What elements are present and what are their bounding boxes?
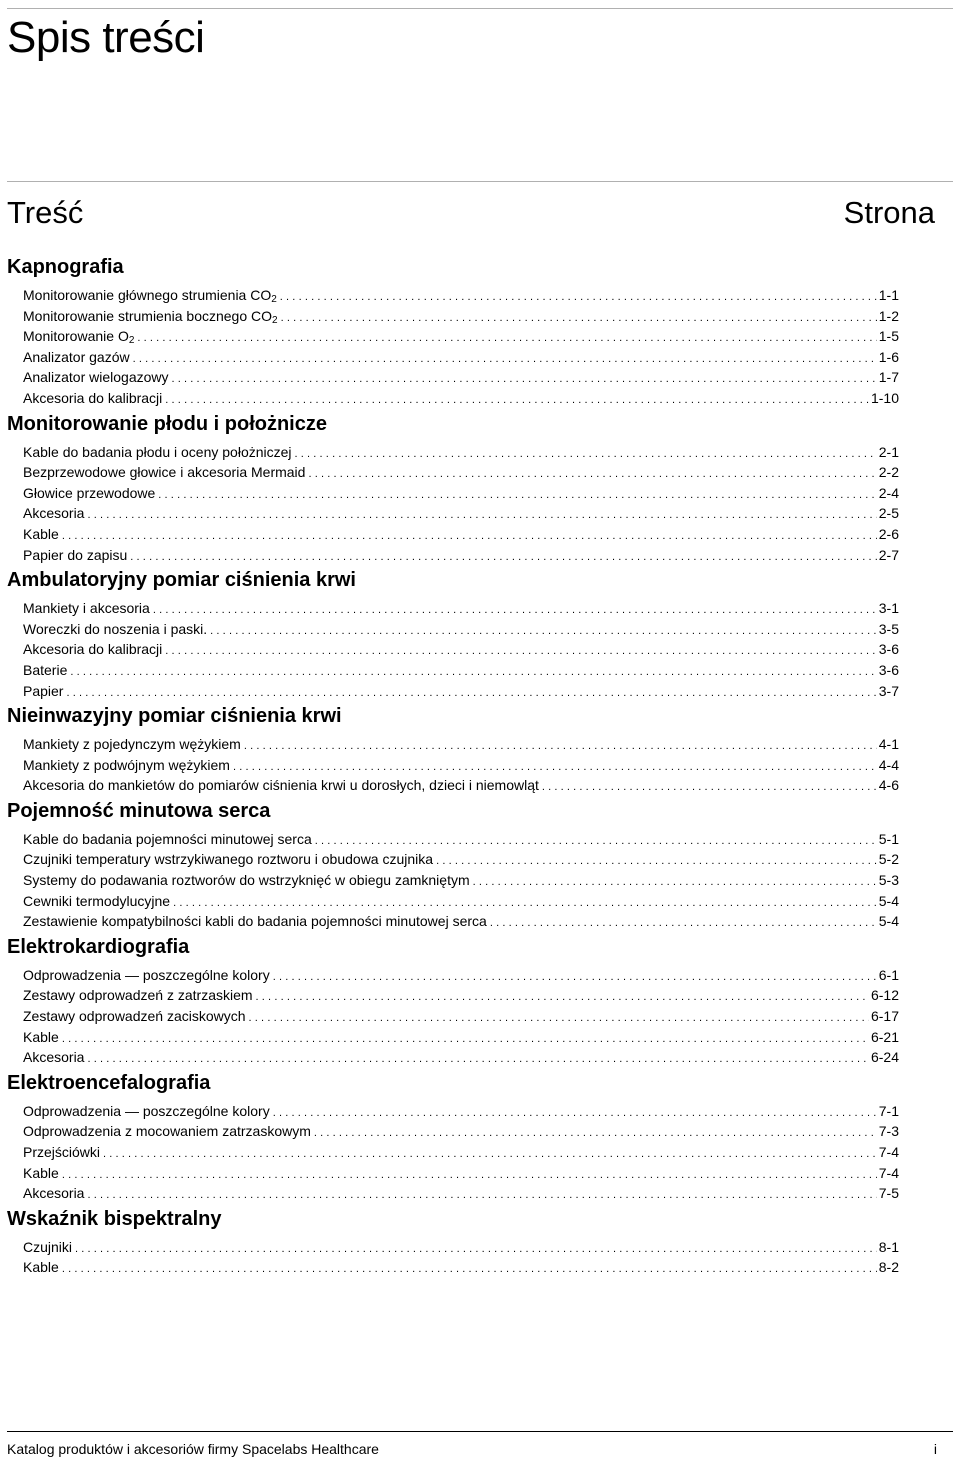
toc-section: [7, 705, 899, 796]
toc-entry-label: [23, 755, 230, 776]
toc-entry-text: Bezprzewodowe głowice i akcesoria Mermaid: [23, 464, 306, 481]
toc-entry-label: [23, 442, 292, 463]
toc-entry[interactable]: [23, 775, 899, 796]
toc-entry-label: [23, 829, 312, 850]
dot-leader: [62, 1029, 869, 1050]
dot-leader: [172, 369, 877, 390]
toc-entry-page: 5-3: [878, 872, 899, 889]
toc-entry[interactable]: [23, 285, 899, 306]
toc-entry-text: Kable do badania pojemności minutowej serca: [23, 830, 312, 847]
toc-entry-text: Przejściówki: [23, 1144, 101, 1160]
toc-entry-text: Systemy do podawania roztworów do wstrzyknięć w obiegu zamkniętym: [23, 872, 470, 889]
toc-entry-label: [23, 660, 67, 681]
dot-leader: [87, 1049, 869, 1070]
toc-entry-text: Woreczki do noszenia i paski.: [23, 620, 208, 637]
dot-leader: [133, 349, 877, 370]
toc-entry-text: Mankiety z pojedynczym wężykiem: [23, 736, 241, 753]
toc-entry-page: 4-6: [878, 777, 899, 794]
toc-entry-page: 2-5: [878, 505, 899, 522]
toc-entry-label: [23, 870, 470, 891]
toc-entry-page: 4-1: [878, 736, 899, 753]
toc-entry-label: [23, 849, 433, 870]
toc-entry-page: 2-6: [878, 525, 899, 542]
toc-entry-text: Monitorowanie głównego strumienia CO: [23, 287, 272, 303]
dot-leader: [315, 831, 877, 852]
section-entries: [23, 829, 899, 932]
toc-entry-text: Zestawy odprowadzeń zaciskowych: [23, 1008, 246, 1025]
toc-entry-page: 5-4: [878, 913, 899, 930]
toc-entry-text: Kable: [23, 525, 59, 542]
toc-entry-text: Analizator wielogazowy: [23, 369, 169, 386]
toc-entry-label: [23, 1257, 59, 1278]
toc-entry[interactable]: [23, 1237, 899, 1258]
toc-entry-page: 7-4: [878, 1144, 899, 1160]
subscript: 2: [271, 294, 277, 305]
section-title: Elektrokardiografia: [7, 935, 190, 958]
toc-entry-label: [23, 367, 169, 388]
toc-entry-label: [23, 483, 155, 504]
toc-section: [7, 1072, 899, 1204]
toc-entry[interactable]: [23, 347, 899, 368]
toc-entry-label: [23, 965, 270, 986]
toc-entry[interactable]: [23, 619, 899, 640]
toc-entry-label: [23, 1237, 72, 1258]
section-title: Nieinwazyjny pomiar ciśnienia krwi: [7, 705, 342, 728]
toc-entry[interactable]: [23, 1183, 899, 1204]
toc-entry[interactable]: [23, 598, 899, 619]
dot-leader: [165, 390, 869, 411]
section-title: Monitorowanie płodu i położnicze: [7, 412, 327, 435]
toc-entry[interactable]: [23, 503, 899, 524]
subscript: 2: [272, 314, 278, 326]
toc-entry[interactable]: [23, 891, 899, 912]
toc-section: [7, 936, 899, 1068]
toc-entry[interactable]: [23, 1006, 899, 1027]
toc-entry-label: [23, 1047, 84, 1068]
toc-entry-text: Papier do zapisu: [23, 546, 128, 563]
toc-entry[interactable]: [23, 1121, 899, 1142]
toc-entry-label: [23, 462, 305, 483]
toc-entry-page: 7-5: [878, 1185, 899, 1202]
contents-heading: Treść: [7, 195, 84, 230]
toc-entry[interactable]: [23, 326, 899, 347]
toc-entry-page: 1-10: [870, 389, 899, 406]
dot-leader: [173, 893, 877, 914]
toc-entry-label: [23, 1006, 246, 1027]
dot-leader: [233, 757, 877, 778]
toc-entry[interactable]: [23, 306, 899, 327]
toc-entry-label: [23, 911, 487, 932]
toc-entry-text: Akcesoria: [23, 1185, 85, 1202]
toc-section: [7, 569, 899, 701]
toc-entry-text: Akcesoria do mankietów do pomiarów ciśnienia krwi u dorosłych, dzieci i niemowląt: [23, 777, 539, 794]
dot-leader: [256, 987, 869, 1008]
toc-entry-label: [23, 524, 59, 545]
toc-header: [7, 194, 935, 231]
toc-entry-label: [23, 619, 207, 640]
toc-entry-label: [23, 598, 150, 619]
footer-rule: [7, 1431, 953, 1432]
toc-entry[interactable]: [23, 388, 899, 409]
toc-entry[interactable]: [23, 1163, 899, 1184]
toc-entry-text: Baterie: [23, 661, 68, 678]
toc-entry-page: 2-7: [878, 546, 899, 563]
toc-entry-label: [23, 347, 130, 368]
toc-entry-page: 4-4: [878, 756, 899, 773]
dot-leader: [103, 1144, 877, 1165]
dot-leader: [62, 526, 877, 547]
dot-leader: [249, 1008, 869, 1029]
toc-entry-label: [23, 388, 162, 409]
toc-entry[interactable]: [23, 849, 899, 870]
dot-leader: [70, 662, 876, 683]
section-title: Pojemność minutowa serca: [7, 799, 271, 822]
toc-entry-page: 2-1: [878, 443, 899, 460]
toc-entry[interactable]: [23, 829, 899, 850]
dot-leader: [273, 1103, 877, 1124]
toc-entry-page: 8-2: [878, 1259, 899, 1276]
toc-entry-page: 2-4: [878, 484, 899, 501]
toc-entry-label: [23, 775, 539, 796]
toc-entry-page: 8-1: [878, 1238, 899, 1255]
toc-entry-text: Zestawienie kompatybilności kabli do badania pojemności minutowej serca: [23, 913, 487, 930]
section-entries: [23, 285, 899, 409]
dot-leader: [273, 967, 877, 988]
dot-leader: [87, 1185, 876, 1206]
toc-entry[interactable]: [23, 1257, 899, 1278]
toc-entry-text: Mankiety z podwójnym wężykiem: [23, 756, 230, 773]
toc-entry-text: Mankiety i akcesoria: [23, 600, 150, 617]
footer-catalog-title: Katalog produktów i akcesoriów firmy Spacelabs Healthcare: [7, 1441, 379, 1457]
toc-section: [7, 256, 899, 409]
toc-entry-page: 2-2: [878, 464, 899, 481]
toc-entry-text: Akcesoria do kalibracji: [23, 389, 163, 406]
toc-entry-page: 6-24: [870, 1049, 899, 1066]
dot-leader: [295, 444, 877, 465]
toc-entry-text: Monitorowanie O: [23, 328, 129, 345]
toc-entry-label: [23, 306, 278, 327]
toc-entry-label: [23, 985, 253, 1006]
toc-entry-text: Cewniki termodylucyjne: [23, 892, 171, 909]
toc-entry[interactable]: [23, 734, 899, 755]
toc-entry[interactable]: [23, 911, 899, 932]
toc-entry-text: Akcesoria do kalibracji: [23, 641, 163, 658]
toc-entry-label: [23, 503, 84, 524]
toc-entry-label: [23, 285, 277, 306]
dot-leader: [158, 485, 876, 506]
toc-section: [7, 800, 899, 932]
section-title: Wskaźnik bispektralny: [7, 1207, 222, 1230]
toc-entry[interactable]: [23, 367, 899, 388]
toc-entry-text: Kable: [23, 1028, 59, 1045]
toc-entry[interactable]: [23, 985, 899, 1006]
section-entries: [23, 1101, 899, 1204]
toc-entry-page: 7-1: [878, 1102, 899, 1119]
section-entries: [23, 1237, 899, 1278]
toc-entry-label: [23, 545, 127, 566]
toc-entry[interactable]: [23, 545, 899, 566]
toc-entry[interactable]: [23, 1142, 899, 1163]
toc-entry-page: 3-6: [878, 661, 899, 678]
dot-leader: [244, 736, 877, 757]
toc-section: [7, 413, 899, 566]
toc-entry-page: 1-1: [878, 287, 899, 303]
toc-entry-label: [23, 681, 63, 702]
toc-entry-text: Czujniki: [23, 1238, 73, 1255]
footer-page-number: i: [933, 1441, 937, 1457]
toc-entry-text: Odprowadzenia — poszczególne kolory: [23, 1102, 270, 1119]
toc-entry-page: 5-1: [878, 830, 899, 847]
toc-entry-text: Głowice przewodowe: [23, 484, 156, 501]
section-entries: [23, 965, 899, 1068]
toc-entry-label: [23, 1027, 59, 1048]
section-entries: [23, 734, 899, 796]
toc-entry-label: [23, 639, 162, 660]
toc-entry[interactable]: [23, 483, 899, 504]
toc-entry-label: [23, 326, 134, 347]
section-title: Kapnografia: [7, 256, 124, 278]
dot-leader: [75, 1239, 877, 1260]
toc-entry-label: [23, 891, 170, 912]
toc-entry-page: 7-4: [878, 1164, 899, 1181]
toc-entry-page: 6-1: [878, 966, 899, 983]
toc-entry[interactable]: [23, 1101, 899, 1122]
toc-entry-page: 3-6: [878, 641, 899, 658]
toc-entry-page: 7-3: [878, 1123, 899, 1140]
toc-entry-label: [23, 1163, 59, 1184]
toc-entry-page: 1-5: [878, 328, 899, 345]
subscript: 2: [128, 335, 135, 347]
toc-entry-page: 1-6: [878, 348, 899, 365]
toc-entry-text: Analizator gazów: [23, 348, 130, 365]
dot-leader: [436, 851, 877, 872]
dot-leader: [473, 872, 877, 893]
toc-entry[interactable]: [23, 681, 899, 702]
toc-entry-page: 1-2: [878, 307, 899, 324]
toc-entry-page: 6-12: [870, 987, 899, 1004]
toc-entry-page: 3-7: [878, 682, 899, 699]
dot-leader: [87, 505, 876, 526]
dot-leader: [542, 777, 877, 798]
toc-entry[interactable]: [23, 965, 899, 986]
toc-entry-text: Kable do badania płodu i oceny położniczej: [23, 443, 292, 460]
toc-entry[interactable]: [23, 462, 899, 483]
toc-entry-text: Akcesoria: [23, 505, 85, 522]
toc-section: [7, 1208, 899, 1278]
dot-leader: [62, 1259, 877, 1280]
dot-leader: [490, 913, 877, 934]
dot-leader: [308, 464, 876, 485]
toc-entry-label: [23, 734, 241, 755]
toc-entry[interactable]: [23, 870, 899, 891]
toc-entry[interactable]: [23, 660, 899, 681]
toc-entry[interactable]: [23, 639, 899, 660]
dot-leader: [153, 600, 877, 621]
section-entries: [23, 442, 899, 566]
toc-entry-text: Kable: [23, 1259, 59, 1276]
toc-entry[interactable]: [23, 755, 899, 776]
toc-entry-text: Odprowadzenia — poszczególne kolory: [23, 966, 270, 983]
toc-entry-text: Papier: [23, 682, 64, 699]
toc-entry[interactable]: [23, 1027, 899, 1048]
dot-leader: [280, 287, 877, 308]
toc-entry-page: 5-2: [878, 851, 899, 868]
toc-entry-page: 3-1: [878, 600, 899, 617]
toc-entry-text: Akcesoria: [23, 1049, 85, 1066]
toc-entry-text: Monitorowanie strumienia bocznego CO: [23, 307, 273, 324]
toc-entry-page: 3-5: [878, 620, 899, 637]
section-entries: [23, 598, 899, 701]
page-column-heading: Strona: [843, 195, 935, 230]
page-title: Spis treści: [7, 13, 205, 62]
toc-entry-label: [23, 1183, 84, 1204]
toc-entry-text: Zestawy odprowadzeń z zatrzaskiem: [23, 987, 253, 1004]
dot-leader: [314, 1123, 877, 1144]
toc-entry-page: 1-7: [878, 369, 899, 386]
dot-leader: [66, 683, 876, 704]
section-title: Ambulatoryjny pomiar ciśnienia krwi: [7, 569, 356, 592]
toc-entry-page: 6-17: [870, 1008, 899, 1025]
toc-entry-label: [23, 1142, 100, 1163]
dot-leader: [210, 621, 877, 642]
toc-entry[interactable]: [23, 1047, 899, 1068]
toc-entry-page: 6-21: [870, 1028, 899, 1045]
dot-leader: [62, 1165, 877, 1186]
dot-leader: [137, 328, 876, 349]
toc-entry-text: Czujniki temperatury wstrzykiwanego roztworu i obudowa czujnika: [23, 851, 434, 868]
header-rule: [7, 181, 953, 182]
toc-entry-page: 5-4: [878, 892, 899, 909]
toc-entry-text: Odprowadzenia z mocowaniem zatrzaskowym: [23, 1123, 311, 1140]
dot-leader: [130, 547, 876, 568]
dot-leader: [281, 308, 877, 329]
dot-leader: [165, 641, 876, 662]
toc-entry[interactable]: [23, 442, 899, 463]
toc-entry-label: [23, 1121, 311, 1142]
section-title: Elektroencefalografia: [7, 1071, 211, 1094]
toc-entry-label: [23, 1101, 270, 1122]
page-footer: [7, 1440, 937, 1458]
toc-entry-text: Kable: [23, 1164, 59, 1181]
toc-entry[interactable]: [23, 524, 899, 545]
table-of-contents: [7, 256, 899, 1282]
top-rule: [7, 8, 953, 9]
